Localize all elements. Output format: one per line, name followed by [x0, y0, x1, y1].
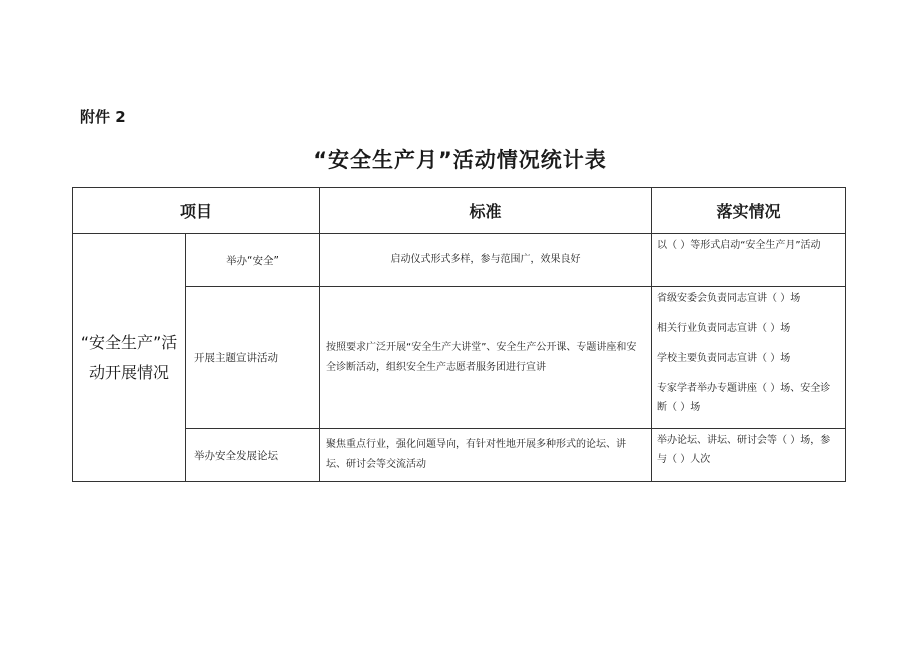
item-cell: 举办安全发展论坛: [186, 429, 320, 482]
implementation-line: 以（ ）等形式启动“安全生产月”活动: [657, 240, 821, 251]
item-cell: 开展主题宣讲活动: [186, 287, 320, 429]
header-item: 项目: [73, 188, 320, 234]
header-standard: 标准: [320, 188, 652, 234]
implementation-line: 省级安委会负责同志宣讲（ ）场: [657, 293, 801, 304]
statistics-table: [72, 187, 846, 482]
item-cell: 举办“安全”: [186, 234, 320, 287]
attachment-label: 附件 2: [80, 108, 126, 126]
standard-cell: 启动仪式形式多样，参与范围广，效果良好: [320, 234, 652, 287]
table-row: [73, 287, 846, 429]
category-cell: “安全生产”活动开展情况: [73, 234, 186, 482]
page-title: “安全生产月”活动情况统计表: [313, 148, 607, 172]
table-row: [73, 429, 846, 482]
implementation-cell: [652, 234, 846, 287]
table-header-row: [73, 188, 846, 234]
implementation-line: 举办论坛、讲坛、研讨会等（ ）场，参与（ ）人次: [657, 435, 831, 465]
table-row: [73, 234, 846, 287]
implementation-cell: [652, 429, 846, 482]
implementation-line: 专家学者举办专题讲座（ ）场、安全诊断（ ）场: [657, 383, 831, 413]
standard-cell: 聚焦重点行业，强化问题导向，有针对性地开展多种形式的论坛、讲坛、研讨会等交流活动: [320, 429, 652, 482]
implementation-line: 相关行业负责同志宣讲（ ）场: [657, 323, 791, 334]
implementation-line: 学校主要负责同志宣讲（ ）场: [657, 353, 791, 364]
standard-cell: 按照要求广泛开展“安全生产大讲堂”、安全生产公开课、专题讲座和安全诊断活动，组织安全生产志愿者服务团进行宣讲: [320, 287, 652, 429]
header-implementation: 落实情况: [652, 188, 846, 234]
implementation-cell: [652, 287, 846, 429]
